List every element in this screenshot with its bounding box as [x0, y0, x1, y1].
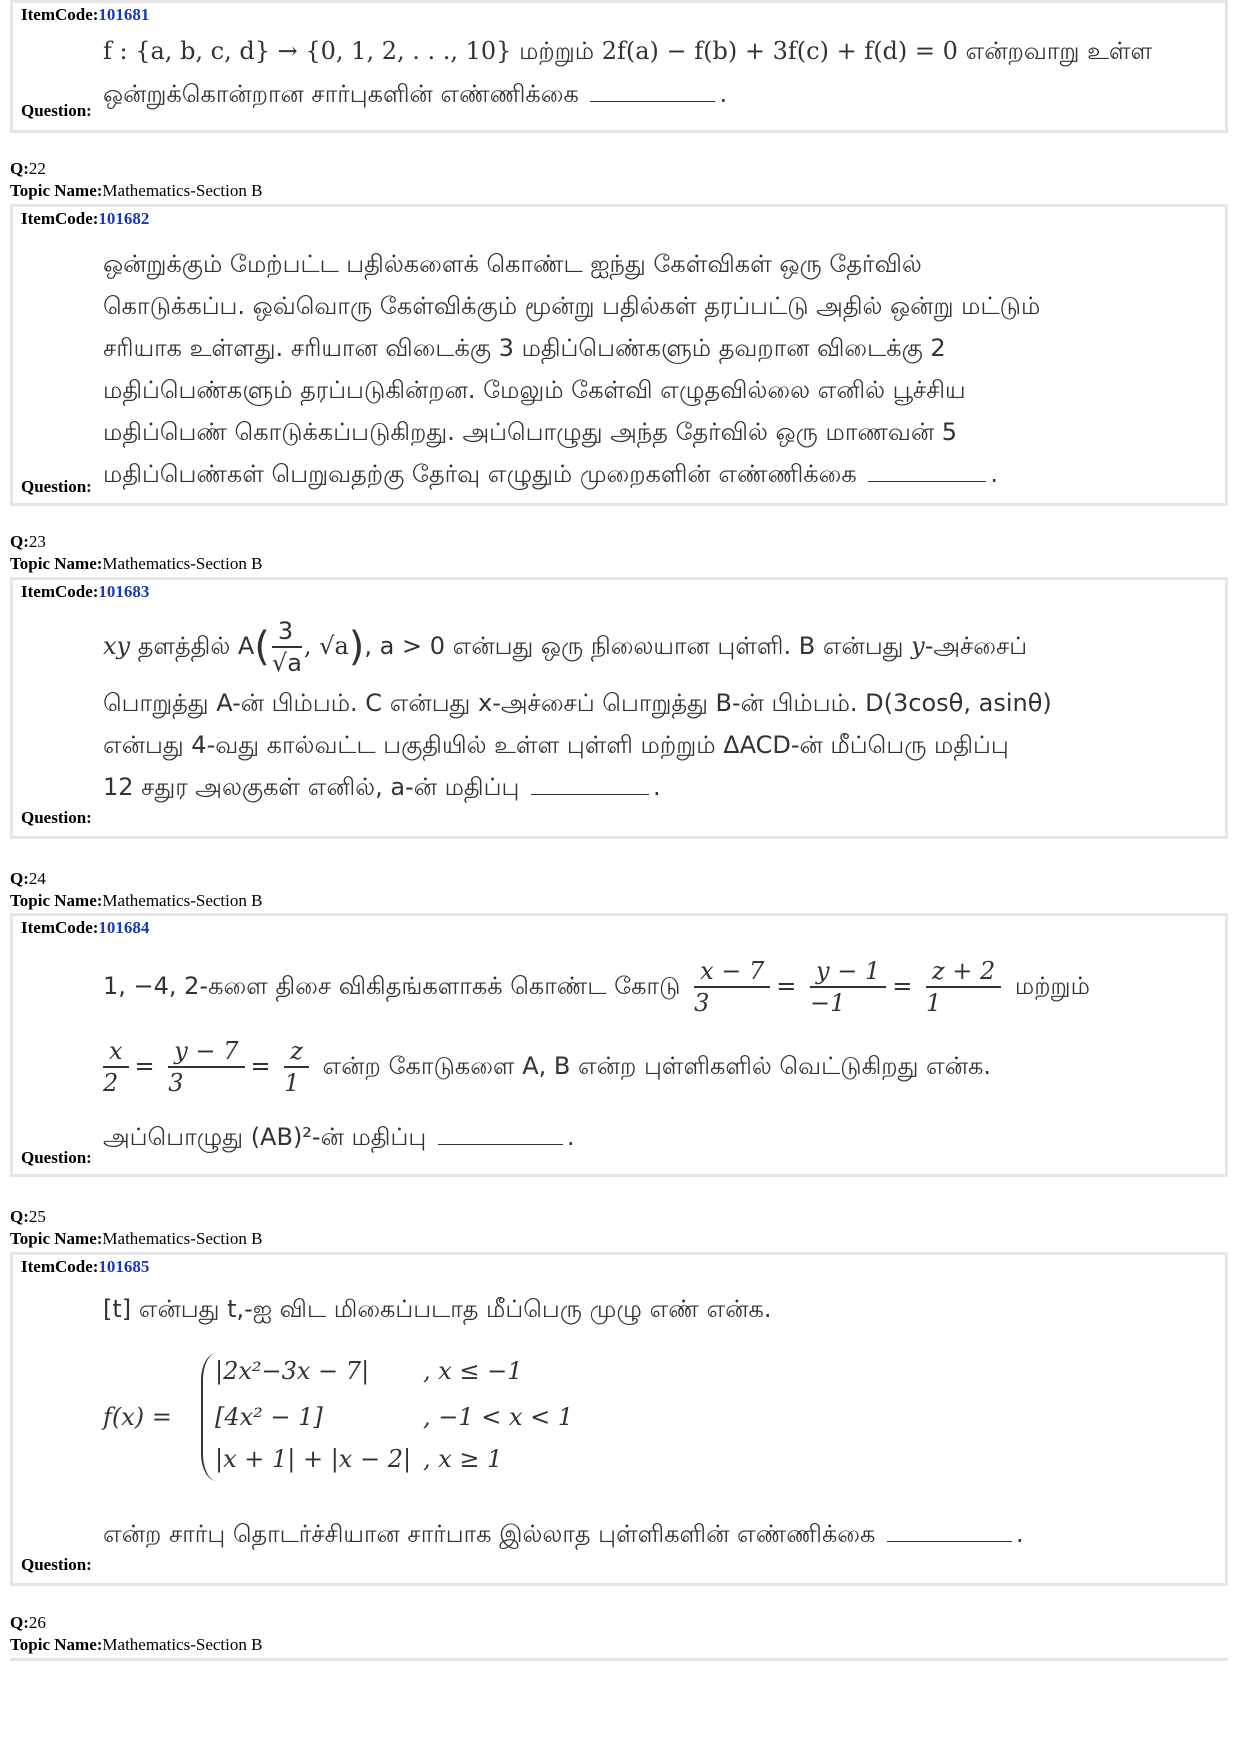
question-label: Question: [21, 1555, 92, 1574]
question-line-5: மதிப்பெண் கொடுக்கப்படுகிறது. அப்பொழுது அந்த தேர்வில் ஒரு மாணவன் 5 [103, 418, 958, 446]
question-text [103, 616, 1207, 808]
question-line-3: என்பது 4-வது கால்வட்ட பகுதியில் உள்ள புள்ளி மற்றும் ΔACD-ன் மீப்பெரு மதிப்பு [103, 731, 1009, 759]
question-line-2: ஒன்றுக்கொன்றான சார்புகளின் எண்ணிக்கை . [103, 80, 728, 108]
question-line-4: மதிப்பெண்களும் தரப்படுகின்றன. மேலும் கேள்வி எழுதவில்லை எனில் பூச்சிய [103, 376, 966, 404]
question-card-23 [10, 577, 1228, 839]
piecewise-function: f(x) = |2x²−3x − 7| , x ≤ −1 [4x² − 1] , −1 < x < 1 |x + 1| + |x − 2| , x ≥ 1 [103, 1345, 703, 1495]
question-meta-26: Q:26 Topic Name:Mathematics-Section B [10, 1613, 263, 1654]
question-meta-25: Q:25 Topic Name:Mathematics-Section B [10, 1207, 263, 1248]
question-line-2: கொடுக்கப்ப. ஒவ்வொரு கேள்விக்கும் மூன்று பதில்கள் தரப்பட்டு அதில் ஒன்று மட்டும் [103, 292, 1041, 320]
question-text [103, 1289, 1207, 1559]
question-label: Question: [21, 808, 92, 827]
question-label: Question: [21, 1148, 92, 1167]
question-card-21 [10, 0, 1228, 133]
question-line-1: f : {a, b, c, d} → {0, 1, 2, . . ., 10} மற்றும் 2f(a) − f(b) + 3f(c) + f(d) = 0 என்றவாறு உள்ள [103, 37, 1153, 65]
question-line-6: மதிப்பெண்கள் பெறுவதற்கு தேர்வு எழுதும் முறைகளின் எண்ணிக்கை . [103, 460, 998, 488]
item-code: ItemCode:101683 [21, 582, 150, 601]
item-code: ItemCode:101681 [21, 5, 150, 24]
question-meta-23: Q:23 Topic Name:Mathematics-Section B [10, 532, 263, 573]
question-card-24 [10, 913, 1228, 1177]
question-line-2: $\frac{x}{2}$ = $\frac{y - 7}{3}$ = $\frac{z}{1}$ என்ற கோடுகளை A, B என்ற புள்ளிகளில் வெட்டுகிறது என்க. [103, 1037, 992, 1097]
question-line-1: xy தளத்தில் A( $\frac{3}{√a}$ , √a), a > 0 என்பது ஒரு நிலையான புள்ளி. B என்பது y-அச்சைப் [103, 617, 1028, 677]
question-meta-22: Q:22 Topic Name:Mathematics-Section B [10, 159, 263, 200]
question-card-22 [10, 204, 1228, 506]
fraction: $\frac{3}{√a}$ [271, 617, 302, 677]
divider [10, 1658, 1228, 1661]
question-line-1: ஒன்றுக்கும் மேற்பட்ட பதில்களைக் கொண்ட ஐந்து கேள்விகள் ஒரு தேர்வில் [103, 250, 922, 278]
question-line-3: சரியாக உள்ளது. சரியான விடைக்கு 3 மதிப்பெண்களும் தவறான விடைக்கு 2 [103, 334, 946, 362]
question-text [103, 956, 1207, 1158]
case-3-cond: , x ≥ 1 [423, 1445, 503, 1473]
item-code: ItemCode:101684 [21, 918, 150, 937]
item-code: ItemCode:101685 [21, 1257, 150, 1276]
case-1-cond: , x ≤ −1 [423, 1357, 523, 1385]
question-line-last: என்ற சார்பு தொடர்ச்சியான சார்பாக இல்லாத புள்ளிகளின் எண்ணிக்கை . [103, 1520, 1024, 1548]
question-meta-24: Q:24 Topic Name:Mathematics-Section B [10, 869, 263, 910]
question-line-1: 1, −4, 2-களை திசை விகிதங்களாகக் கொண்ட கோடு $\frac{x - 7}{3}$ = $\frac{y - 1}{-1}$ = $\frac{z + 2}{1}$ மற்றும் [103, 957, 1090, 1017]
case-1-expr: |2x²−3x − 7| [215, 1357, 370, 1385]
case-2-cond: , −1 < x < 1 [423, 1403, 574, 1431]
question-text [103, 243, 1207, 495]
question-card-25 [10, 1252, 1228, 1586]
question-line-1: [t] என்பது t,-ஐ விட மிகைப்படாத மீப்பெரு முழு எண் என்க. [103, 1295, 772, 1323]
case-2-expr: [4x² − 1] [215, 1403, 323, 1431]
question-line-2: பொறுத்து A-ன் பிம்பம். C என்பது x-அச்சைப் பொறுத்து B-ன் பிம்பம். D(3cosθ, asinθ) [103, 689, 1052, 717]
question-label: Question: [21, 101, 92, 120]
item-code: ItemCode:101682 [21, 209, 150, 228]
question-line-4: 12 சதுர அலகுகள் எனில், a-ன் மதிப்பு . [103, 773, 661, 801]
case-3-expr: |x + 1| + |x − 2| [215, 1445, 412, 1473]
question-label: Question: [21, 477, 92, 496]
question-line-3: அப்பொழுது (AB)²-ன் மதிப்பு . [103, 1123, 575, 1151]
